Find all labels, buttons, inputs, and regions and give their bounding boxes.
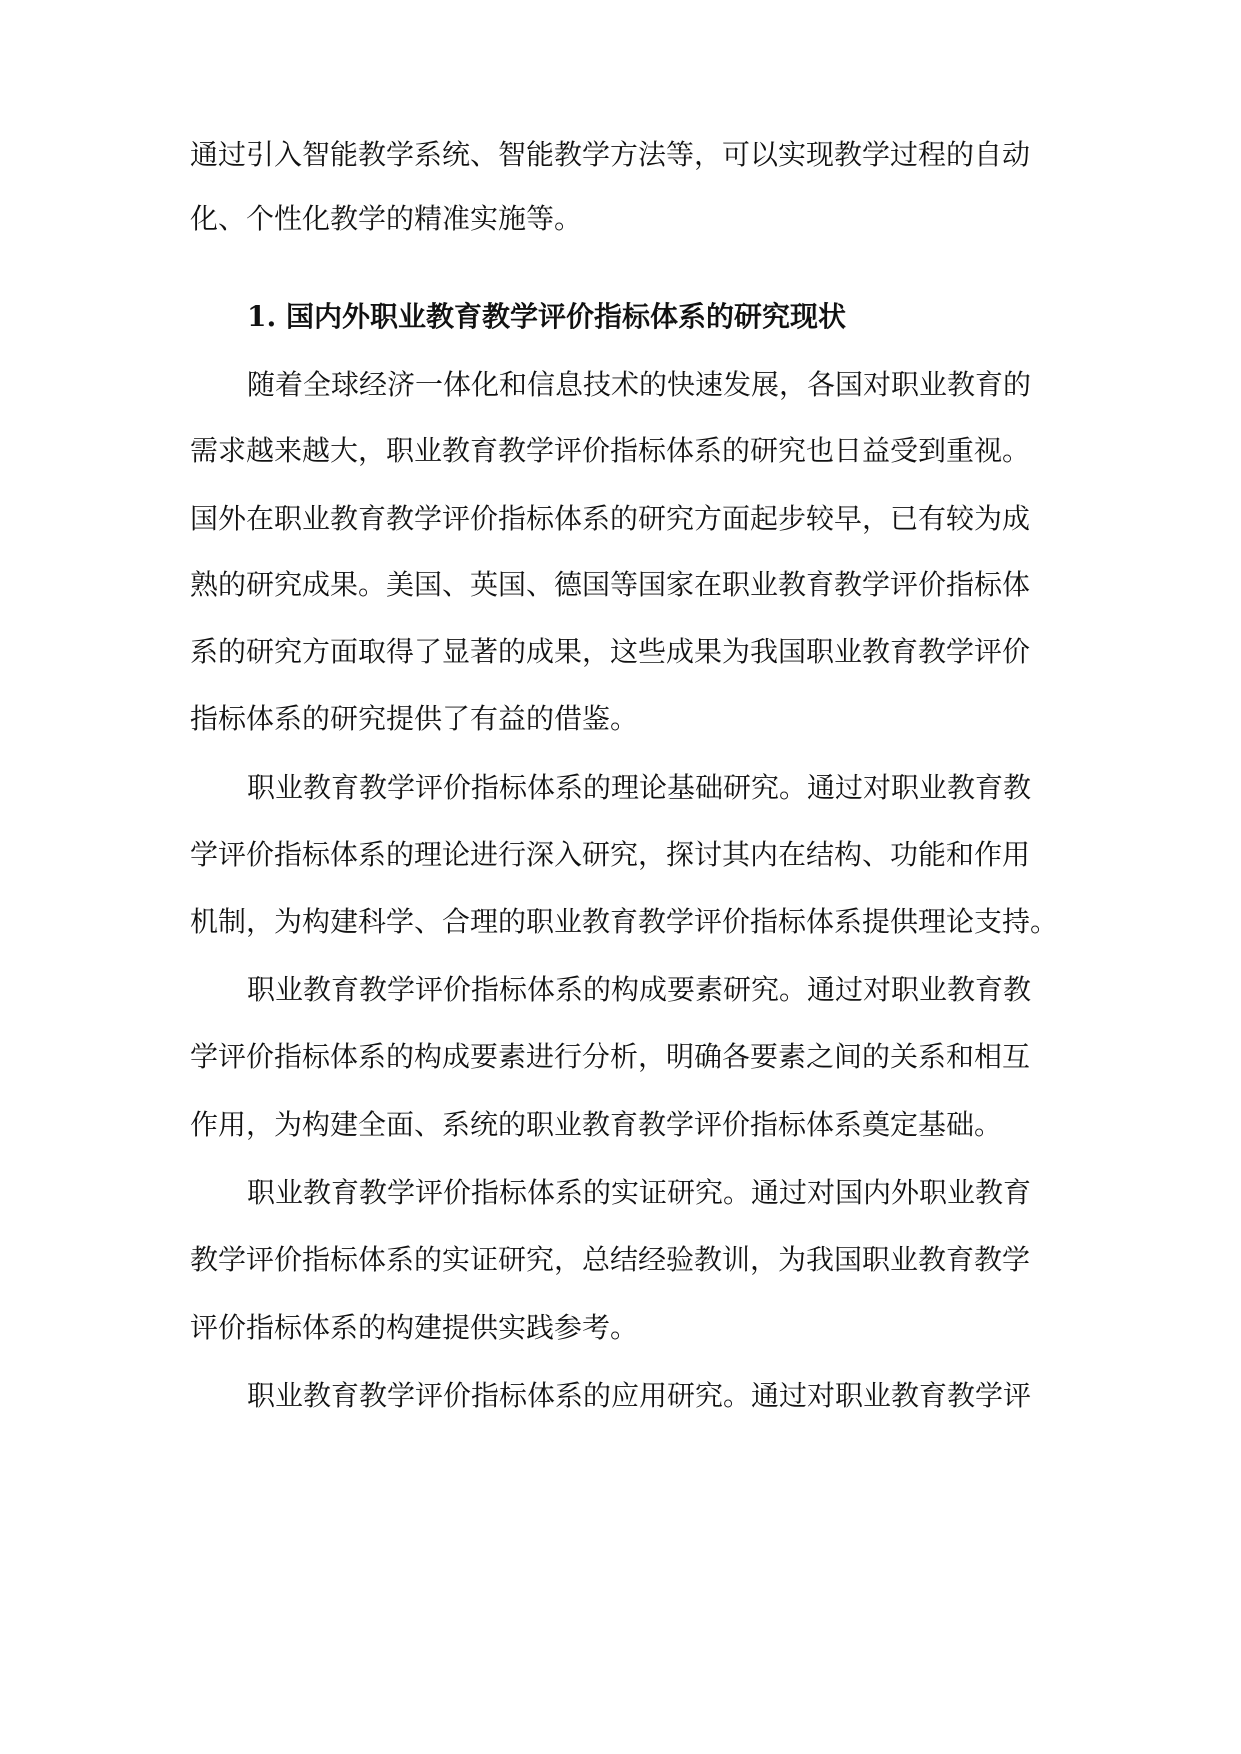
- body-text-line: 教学评价指标体系的实证研究，总结经验教训，为我国职业教育教学: [190, 1243, 1031, 1276]
- paragraph-first-line: 随着全球经济一体化和信息技术的快速发展，各国对职业教育的: [247, 368, 1032, 401]
- body-text-line: 作用，为构建全面、系统的职业教育教学评价指标体系奠定基础。: [190, 1108, 1003, 1141]
- section-heading: 1. 国内外职业教育教学评价指标体系的研究现状: [247, 300, 846, 333]
- body-text-line: 评价指标体系的构建提供实践参考。: [190, 1311, 639, 1344]
- paragraph-first-line: 职业教育教学评价指标体系的实证研究。通过对国内外职业教育: [247, 1176, 1032, 1209]
- body-text-line: 通过引入智能教学系统、智能教学方法等，可以实现教学过程的自动: [190, 138, 1031, 171]
- body-text-line: 熟的研究成果。美国、英国、德国等国家在职业教育教学评价指标体: [190, 568, 1031, 601]
- body-text-line: 需求越来越大，职业教育教学评价指标体系的研究也日益受到重视。: [190, 434, 1031, 467]
- paragraph-first-line: 职业教育教学评价指标体系的构成要素研究。通过对职业教育教: [247, 973, 1032, 1006]
- body-text-line: 系的研究方面取得了显著的成果，这些成果为我国职业教育教学评价: [190, 635, 1031, 668]
- body-text-line: 国外在职业教育教学评价指标体系的研究方面起步较早，已有较为成: [190, 502, 1031, 535]
- body-text-line: 学评价指标体系的构成要素进行分析，明确各要素之间的关系和相互: [190, 1040, 1031, 1073]
- body-text-line: 化、个性化教学的精准实施等。: [190, 202, 583, 235]
- body-text-line: 机制，为构建科学、合理的职业教育教学评价指标体系提供理论支持。: [190, 905, 1059, 938]
- paragraph-first-line: 职业教育教学评价指标体系的应用研究。通过对职业教育教学评: [247, 1379, 1032, 1412]
- body-text-line: 指标体系的研究提供了有益的借鉴。: [190, 702, 639, 735]
- body-text-line: 学评价指标体系的理论进行深入研究，探讨其内在结构、功能和作用: [190, 838, 1031, 871]
- paragraph-first-line: 职业教育教学评价指标体系的理论基础研究。通过对职业教育教: [247, 771, 1032, 804]
